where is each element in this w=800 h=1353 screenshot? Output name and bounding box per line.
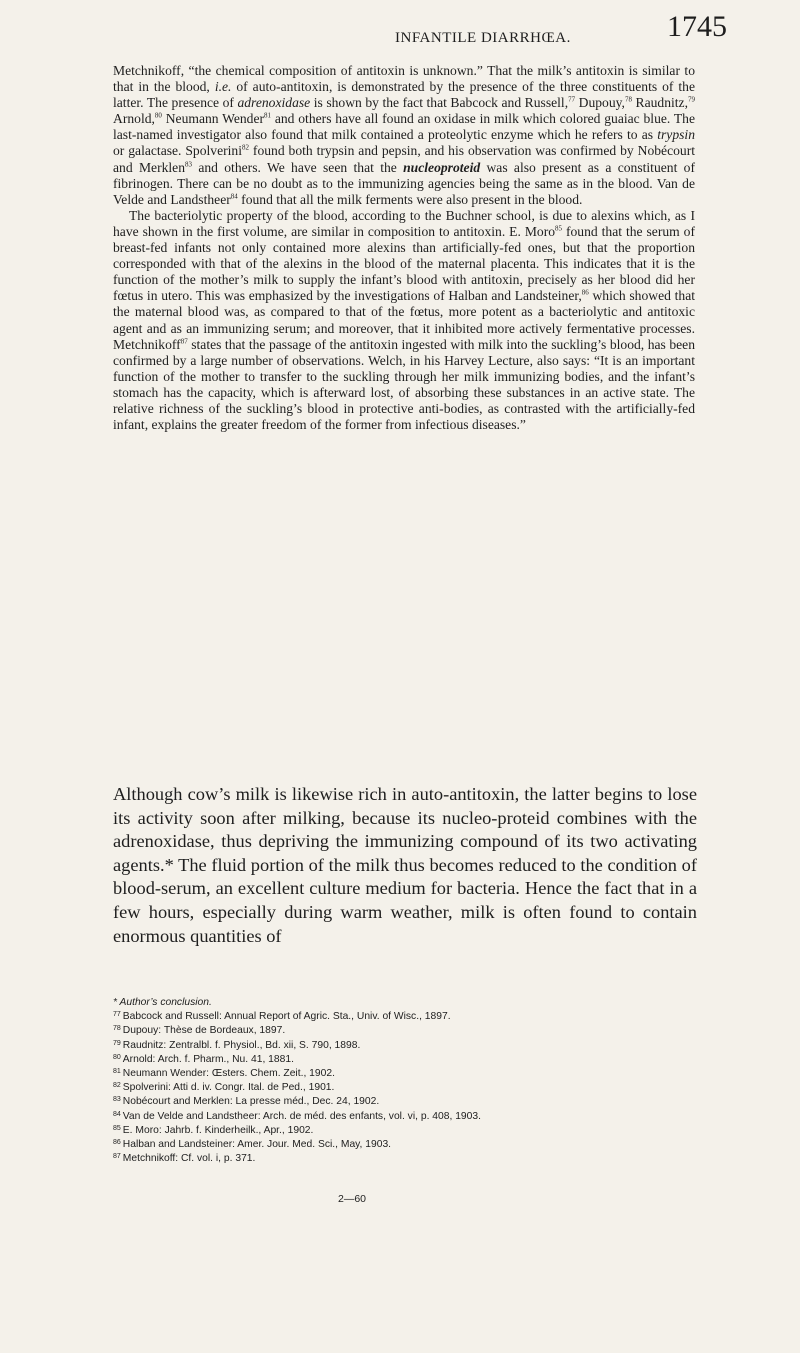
- footnote: $^{79}$ Raudnitz: Zentralbl. f. Physiol., Bd. xii, S. 790, 1898.: [113, 1039, 361, 1051]
- footnote: $^{86}$ Halban and Landsteiner: Amer. Jour. Med. Sci., May, 1903.: [113, 1139, 392, 1151]
- footnote-ref-78: 78: [624, 95, 632, 104]
- footnote: $^{78}$ Dupouy: Thèse de Bordeaux, 1897.: [113, 1025, 286, 1037]
- paragraph-3: Although cow’s milk is likewise rich in auto-antitoxin, the latter begins to lose its activity soon after milking, because its nucleo-proteid combines with the adrenoxidase, thus depriving the immunizing compound of its two activating agents.* The fluid portion of the milk thus becomes reduced to the condition of blood-serum, an excellent culture medium for bacteria. Hence the fact that in a few hours, especially during warm weather, milk is often found to contain enormous quantities of: [113, 784, 697, 946]
- footnote: $^{87}$ Metchnikoff: Cf. vol. i, p. 371.: [113, 1153, 256, 1165]
- footnote: $^{85}$ E. Moro: Jahrb. f. Kinderheilk., Apr., 1902.: [113, 1124, 314, 1136]
- footnote-ref-86: 86: [581, 288, 589, 297]
- signature-mark: 2—60: [338, 1193, 367, 1205]
- footnote-ref-82: 82: [242, 143, 249, 152]
- running-head: INFANTILE DIARRHŒA.: [395, 30, 571, 46]
- page-header: [0, 10, 800, 50]
- footnote: $^{83}$ Nobécourt and Merklen: La presse méd., Dec. 24, 1902.: [113, 1096, 380, 1108]
- small-print-body: [113, 63, 695, 433]
- footnote: $^{82}$ Spolverini: Atti d. iv. Congr. Ital. de Ped., 1901.: [113, 1082, 335, 1094]
- footnote-ref-81: 81: [264, 111, 272, 120]
- footnote-ref-77: 77: [568, 95, 576, 104]
- footnote-author-note: * Author’s conclusion.: [113, 997, 212, 1008]
- footnote-ref-85: 85: [555, 224, 563, 233]
- footnote: $^{84}$ Van de Velde and Landstheer: Arch. de méd. des enfants, vol. vi, p. 408, 1903.: [113, 1110, 481, 1122]
- footnote: $^{80}$ Arnold: Arch. f. Pharm., Nu. 41, 1881.: [113, 1053, 294, 1065]
- large-print-body: [113, 783, 697, 948]
- footnote-ref-84: 84: [230, 192, 238, 201]
- footnote-ref-87: 87: [180, 337, 188, 346]
- paragraph-2: The bacteriolytic property of the blood, according to the Buchner school, is due to alexins which, as I have shown in the first volume, are similar in composition to antitoxin. E. Moro$^{85}$ found that the serum of breast-fed infants not only contained more alexins than artificially-fed ones, but that the proportion corresponded with that of the alexins in the blood of the maternal placenta. This indicates that it is the function of the mother’s milk to supply the infant’s blood with antitoxin, precisely as her blood did her fœtus in utero. This was emphasized by the investigations of Halban and Landsteiner,$^{86}$ which showed that the maternal blood was, as compared to that of the fœtus, more potent as a bacteriolytic and antitoxic agent and as an immunizing serum; and moreover, that it inhibited more actively fermentative processes. Metchnikoff$^{87}$ states that the passage of the antitoxin ingested with milk into the suckling’s blood, has been confirmed by a large number of observations. Welch, in his Harvey Lecture, also says: “It is an important function of the mother to transfer to the suckling through her milk immunizing bodies, and the infant’s stomach has the capacity, which is afterward lost, of absorbing these substances in an active state. The relative richness of the suckling’s blood in protective anti-bodies, as contrasted with the artificially-fed infant, explains the greater freedom of the former from infectious diseases.”: [113, 207, 696, 433]
- footnote: $^{81}$ Neumann Wender: Œsters. Chem. Zeit., 1902.: [113, 1068, 335, 1080]
- paragraph-1: Metchnikoff, “the chemical composition of antitoxin is unknown.” That the milk’s antitoxin is similar to that in the blood, i.e. of auto-antitoxin, is demonstrated by the presence of the three constituents of the latter. The presence of adrenoxidase is shown by the fact that Babcock and Russell,$^{77}$ Dupouy,$^{78}$ Raudnitz,$^{79}$ Arnold,$^{80}$ Neumann Wender$^{81}$ and others have all found an oxidase in milk which colored guaiac blue. The last-named investigator also found that milk contained a proteolytic enzyme which he refers to as trypsin or galactase. Spolverini$^{82}$ found both trypsin and pepsin, and his observation was confirmed by Nobécourt and Merklen$^{83}$ and others. We have seen that the nucleoproteid was also present as a constituent of fibrinogen. There can be no doubt as to the immunizing agencies being the same as in the blood. Van de Velde and Landstheer$^{84}$ found that all the milk ferments were also present in the blood.: [113, 63, 695, 207]
- footnotes: [113, 997, 703, 1165]
- footnote-ref-80: 80: [154, 111, 162, 120]
- footnote-ref-79: 79: [687, 95, 695, 104]
- page-number: 1745: [667, 10, 727, 43]
- footnote: $^{77}$ Babcock and Russell: Annual Report of Agric. Sta., Univ. of Wisc., 1897.: [113, 1011, 451, 1023]
- footnote-ref-83: 83: [185, 160, 192, 169]
